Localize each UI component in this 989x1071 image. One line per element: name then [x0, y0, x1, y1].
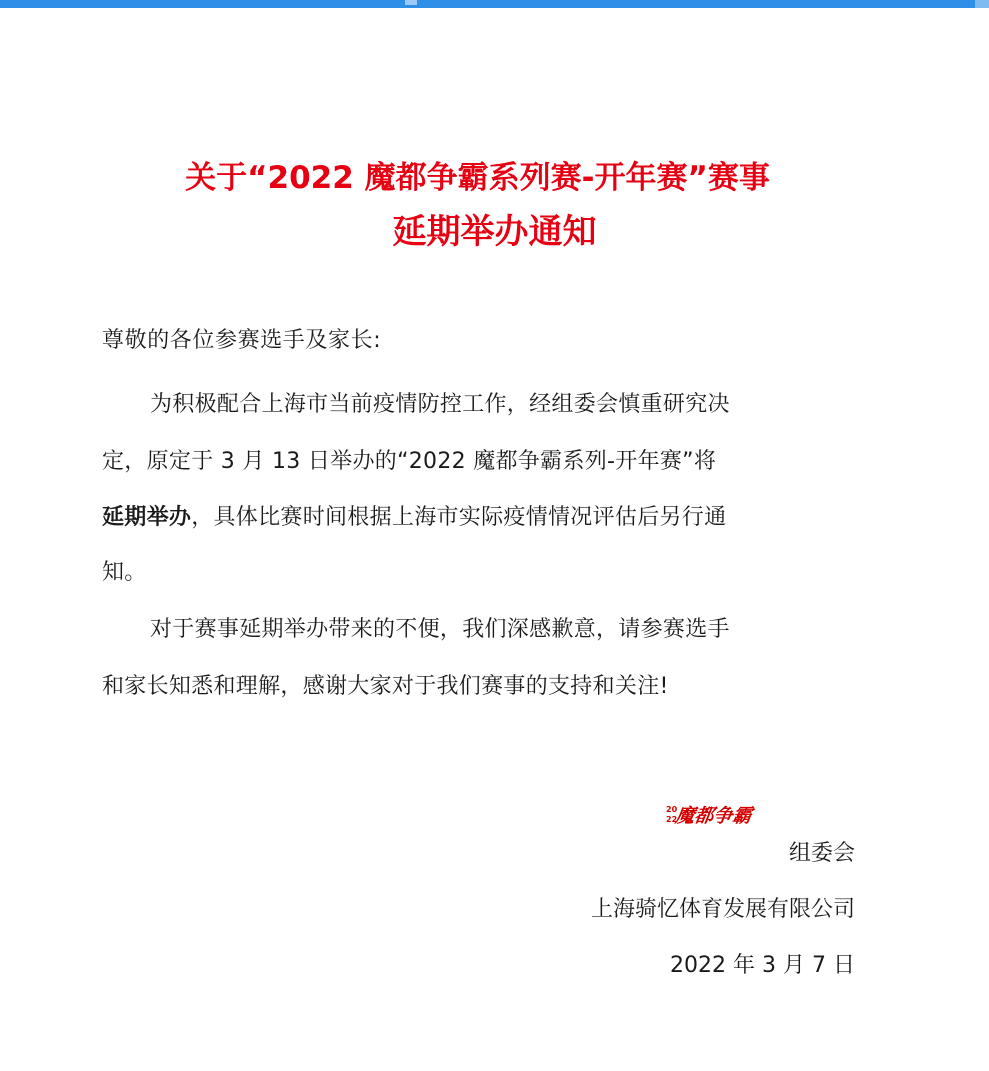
seal-brush-text: 魔都争霸: [673, 804, 754, 827]
signature-date: 2022 年 3 月 7 日: [670, 953, 855, 978]
signature-committee: 组委会: [788, 841, 855, 866]
paragraph1-line3-rest: ，具体比赛时间根据上海市实际疫情情况评估后另行通: [191, 505, 727, 530]
seal-year-bottom: 22: [666, 815, 678, 824]
event-logo-seal: [666, 798, 776, 832]
paragraph1-line2: 定，原定于 3 月 13 日举办的“2022 魔都争霸系列-开年赛”将: [102, 449, 717, 474]
notice-title-line1: 关于“2022 魔都争霸系列赛-开年赛”赛事: [185, 160, 770, 196]
greeting: 尊敬的各位参赛选手及家长:: [102, 328, 382, 353]
top-status-strip: [0, 0, 989, 8]
postponed-emphasis: 延期举办: [102, 505, 192, 530]
paragraph1-line1: 为积极配合上海市当前疫情防控工作，经组委会慎重研究决: [150, 392, 730, 417]
top-strip-notch: [405, 0, 417, 5]
paragraph1-line4: 知。: [102, 560, 147, 585]
paragraph1-line3: [102, 500, 726, 531]
seal-year-top: 20: [666, 805, 678, 814]
signature-company: 上海骑忆体育发展有限公司: [590, 897, 855, 922]
paragraph2-line2: 和家长知悉和理解，感谢大家对于我们赛事的支持和关注!: [102, 674, 669, 699]
top-strip-corner: [975, 0, 989, 8]
paragraph2-line1: 对于赛事延期举办带来的不便，我们深感歉意，请参赛选手: [150, 617, 730, 642]
notice-document: [0, 8, 989, 1071]
notice-title-line2: 延期举办通知: [392, 212, 597, 252]
